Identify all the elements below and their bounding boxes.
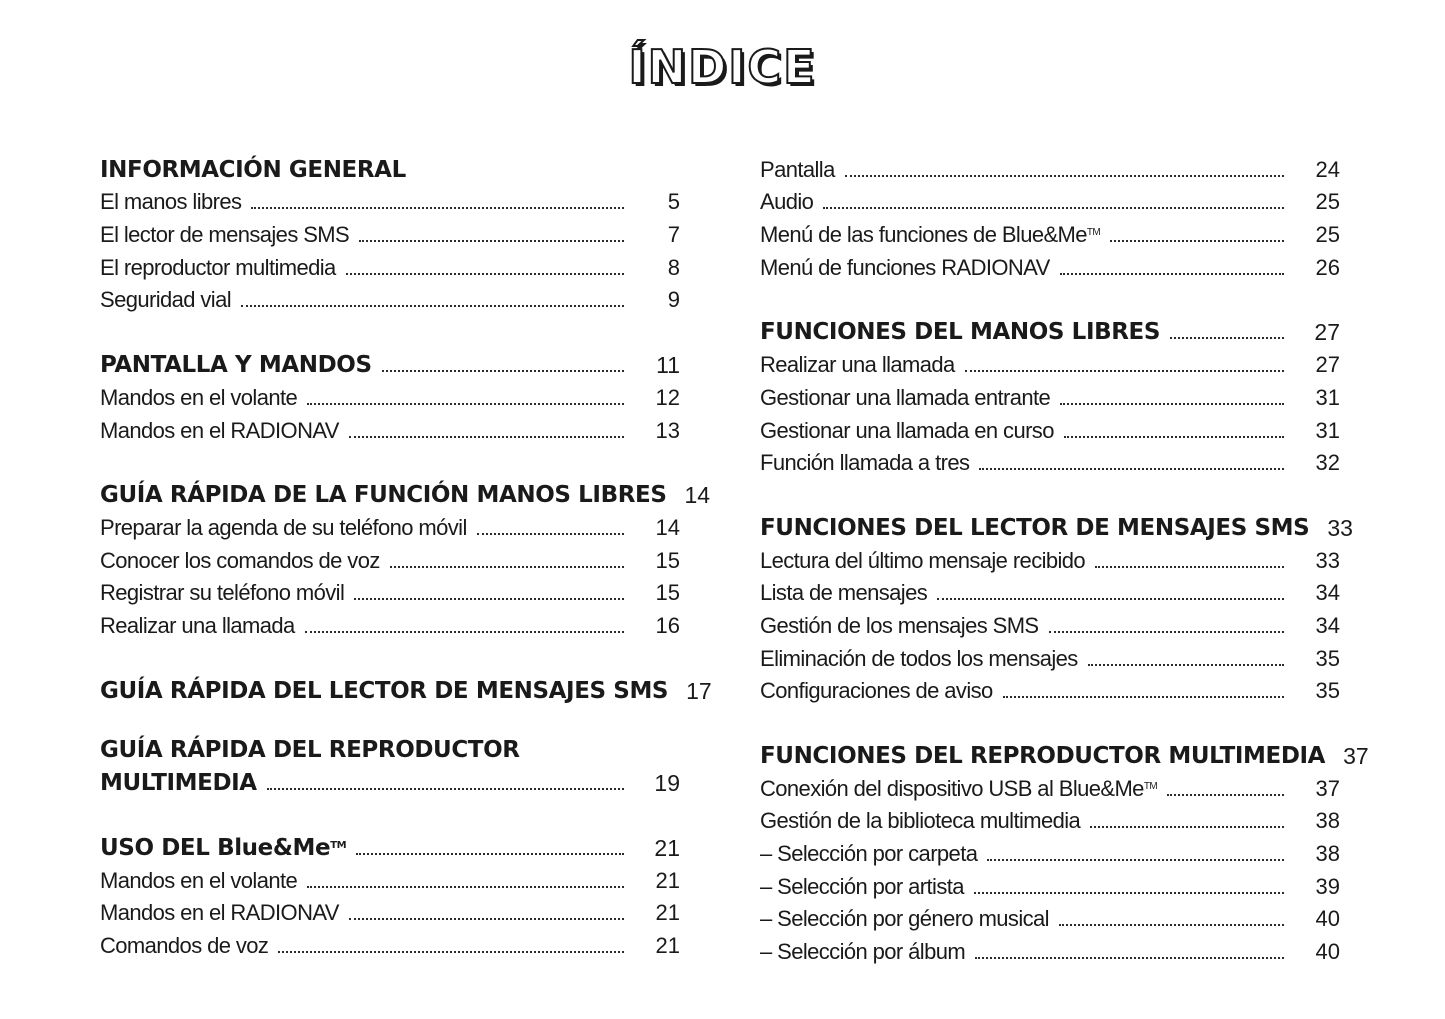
toc-entry-label: – Selección por carpeta	[760, 841, 978, 867]
toc-entry[interactable]	[760, 834, 1340, 867]
toc-page-number: 35	[1315, 645, 1340, 671]
dot-leader	[845, 175, 1284, 177]
toc-section	[760, 736, 1369, 965]
dot-leader	[1064, 436, 1284, 438]
toc-page-number: 7	[667, 222, 680, 248]
dot-leader	[1049, 631, 1285, 633]
toc-entry-label: Registrar su teléfono móvil	[100, 580, 345, 606]
toc-entry-label: Gestión de los mensajes SMS	[760, 612, 1039, 638]
toc-page-number: 26	[1315, 254, 1340, 280]
toc-heading[interactable]	[760, 508, 1353, 541]
toc-entry-label: Comandos de voz	[100, 933, 269, 959]
toc-page-number: 15	[655, 547, 680, 573]
toc-left-column	[100, 150, 712, 991]
toc-heading-label: GUÍA RÁPIDA DE LA FUNCIÓN MANOS LIBRES	[100, 482, 667, 509]
toc-page-number: 15	[655, 580, 680, 606]
dot-leader	[1059, 924, 1284, 926]
toc-right-column	[760, 150, 1369, 997]
toc-page-number: 21	[655, 900, 680, 926]
toc-entry-label: Mandos en el volante	[100, 384, 298, 410]
toc-heading[interactable]	[100, 764, 680, 797]
toc-entry[interactable]	[760, 574, 1340, 607]
toc-heading[interactable]	[760, 736, 1369, 769]
toc-heading-label: GUÍA RÁPIDA DEL LECTOR DE MENSAJES SMS	[100, 677, 669, 704]
toc-heading-label: FUNCIONES DEL MANOS LIBRES	[760, 319, 1161, 346]
trademark-mark: TM	[330, 840, 347, 851]
toc-entry-label: El manos libres	[100, 189, 242, 215]
toc-entry[interactable]	[760, 378, 1340, 411]
toc-page-number: 21	[655, 933, 680, 959]
toc-entry[interactable]	[760, 802, 1340, 835]
dot-leader	[241, 305, 624, 307]
toc-entry-label: – Selección por álbum	[760, 939, 966, 965]
dot-leader	[979, 468, 1284, 470]
dot-leader	[349, 436, 624, 438]
toc-page-number: 32	[1315, 450, 1340, 476]
toc-entry[interactable]	[760, 248, 1340, 281]
toc-page-number: 27	[1314, 319, 1340, 346]
toc-page-number: 12	[655, 384, 680, 410]
dot-leader	[356, 853, 624, 855]
dot-leader	[346, 273, 624, 275]
dot-leader	[390, 566, 624, 568]
dot-leader	[267, 788, 624, 790]
page-title: ÍNDICE	[628, 40, 817, 94]
toc-heading-label: INFORMACIÓN GENERAL	[100, 156, 406, 183]
toc-entry[interactable]	[100, 215, 680, 248]
toc-section	[100, 736, 680, 797]
dot-leader	[251, 207, 624, 209]
toc-entry-label: Conexión del dispositivo USB al Blue&Me™	[760, 775, 1158, 801]
toc-entry[interactable]	[760, 932, 1340, 965]
toc-heading[interactable]	[100, 476, 711, 509]
toc-entry[interactable]	[760, 215, 1340, 248]
toc-entry[interactable]	[760, 411, 1340, 444]
toc-page-number: 38	[1315, 808, 1340, 834]
toc-entry-label: Mandos en el volante	[100, 867, 298, 893]
dot-leader	[1095, 566, 1284, 568]
toc-entry-label: Configuraciones de aviso	[760, 678, 993, 704]
toc-entry-label: Eliminación de todos los mensajes	[760, 645, 1078, 671]
dot-leader	[975, 957, 1284, 959]
dot-leader	[974, 892, 1284, 894]
toc-heading[interactable]	[100, 150, 680, 183]
toc-page-number: 16	[655, 612, 680, 638]
dot-leader	[349, 918, 624, 920]
toc-entry[interactable]	[760, 639, 1340, 672]
toc-page-number: 14	[655, 514, 680, 540]
toc-heading[interactable]	[100, 345, 680, 378]
toc-entry[interactable]	[760, 345, 1340, 378]
toc-section	[100, 150, 680, 313]
toc-entry[interactable]	[100, 411, 680, 444]
toc-page-number: 31	[1315, 384, 1340, 410]
dot-leader	[354, 598, 624, 600]
toc-page-number: 40	[1315, 939, 1340, 965]
toc-page-number: 38	[1315, 841, 1340, 867]
dot-leader	[307, 403, 624, 405]
toc-entry[interactable]	[760, 672, 1340, 705]
toc-page-number: 25	[1315, 222, 1340, 248]
toc-entry-label: Menú de las funciones de Blue&Me™	[760, 222, 1101, 248]
toc-entry-label: Audio	[760, 189, 814, 215]
toc-page-number: 34	[1315, 612, 1340, 638]
trademark-mark: TM	[1143, 780, 1158, 792]
toc-heading-label: GUÍA RÁPIDA DEL REPRODUCTOR	[100, 736, 520, 763]
toc-entry[interactable]	[100, 541, 680, 574]
toc-page-number: 11	[656, 352, 680, 379]
toc-heading-label: MULTIMEDIA	[100, 770, 257, 797]
toc-page-number: 19	[654, 770, 680, 797]
dot-leader	[1060, 273, 1284, 275]
toc-page-number: 9	[667, 287, 680, 313]
dot-leader	[937, 598, 1284, 600]
toc-page-number: 24	[1315, 156, 1340, 182]
toc-entry-label: Menú de funciones RADIONAV	[760, 254, 1050, 280]
toc-page-number: 39	[1315, 873, 1340, 899]
toc-entry-label: Seguridad vial	[100, 287, 232, 313]
toc-section	[100, 345, 680, 443]
toc-page-number: 33	[1327, 514, 1353, 541]
toc-entry[interactable]	[100, 861, 680, 894]
toc-page-number: 37	[1343, 743, 1369, 769]
toc-entry[interactable]	[100, 508, 680, 541]
toc-section	[100, 476, 711, 639]
toc-entry[interactable]	[760, 444, 1340, 477]
dot-leader	[965, 370, 1284, 372]
toc-section	[100, 671, 712, 704]
toc-entry-label: Gestionar una llamada entrante	[760, 384, 1051, 410]
toc-page-number: 31	[1315, 417, 1340, 443]
toc-page-number: 25	[1315, 189, 1340, 215]
toc-heading[interactable]	[760, 313, 1340, 346]
toc-section	[760, 313, 1340, 476]
dot-leader	[823, 207, 1284, 209]
toc-entry-label: – Selección por artista	[760, 873, 964, 899]
toc-entry[interactable]	[100, 894, 680, 927]
dot-leader	[305, 631, 624, 633]
toc-entry[interactable]	[100, 926, 680, 959]
toc-entry-label: Gestionar una llamada en curso	[760, 417, 1054, 443]
toc-heading-label: FUNCIONES DEL LECTOR DE MENSAJES SMS	[760, 514, 1310, 541]
trademark-mark: TM	[1086, 227, 1101, 239]
toc-entry[interactable]	[760, 606, 1340, 639]
toc-entry-label: Conocer los comandos de voz	[100, 547, 380, 573]
dot-leader	[1090, 826, 1284, 828]
toc-entry-label: Realizar una llamada	[760, 352, 955, 378]
dot-leader	[307, 886, 624, 888]
dot-leader	[987, 859, 1284, 861]
toc-entry-label: Lectura del último mensaje recibido	[760, 547, 1086, 573]
toc-page-number: 33	[1315, 547, 1340, 573]
toc-entry-label: Preparar la agenda de su teléfono móvil	[100, 514, 467, 540]
toc-page-number: 35	[1315, 678, 1340, 704]
toc-entry-label: Mandos en el RADIONAV	[100, 900, 339, 926]
toc-page-number: 21	[654, 835, 680, 861]
toc-entry-label: Gestión de la biblioteca multimedia	[760, 808, 1081, 834]
toc-entry[interactable]	[100, 281, 680, 314]
toc-section	[760, 508, 1353, 704]
dot-leader	[382, 370, 624, 372]
toc-entry[interactable]	[760, 183, 1340, 216]
toc-entry[interactable]	[760, 867, 1340, 900]
toc-entry-label: – Selección por género musical	[760, 906, 1049, 932]
dot-leader	[1003, 696, 1284, 698]
dot-leader	[1167, 794, 1284, 796]
toc-entry[interactable]	[760, 769, 1340, 802]
toc-entry-label: Lista de mensajes	[760, 580, 928, 606]
dot-leader	[1088, 664, 1284, 666]
toc-entry-label: Función llamada a tres	[760, 450, 970, 476]
toc-entry[interactable]	[760, 900, 1340, 933]
toc-heading-line	[100, 736, 680, 764]
dot-leader	[1060, 403, 1284, 405]
toc-page-number: 27	[1315, 352, 1340, 378]
toc-entry-label: Pantalla	[760, 156, 835, 182]
toc-page-number: 14	[684, 482, 711, 509]
dot-leader	[1170, 337, 1284, 339]
toc-heading[interactable]	[100, 828, 680, 861]
toc-page-number: 8	[667, 254, 680, 280]
toc-page-number: 5	[667, 189, 680, 215]
toc-entry-label: El lector de mensajes SMS	[100, 222, 350, 248]
dot-leader	[1110, 240, 1284, 242]
toc-entry[interactable]	[100, 606, 680, 639]
dot-leader	[359, 240, 624, 242]
toc-page-number: 17	[686, 677, 712, 704]
toc-entry[interactable]	[100, 248, 680, 281]
toc-heading-label: PANTALLA Y MANDOS	[100, 352, 372, 379]
toc-entry-label: Realizar una llamada	[100, 612, 295, 638]
toc-page-number: 21	[655, 867, 680, 893]
toc-page-number: 37	[1315, 775, 1340, 801]
toc-heading-label: FUNCIONES DEL REPRODUCTOR MULTIMEDIA	[760, 743, 1326, 769]
toc-entry[interactable]	[100, 378, 680, 411]
dot-leader	[278, 951, 624, 953]
toc-entry-label: Mandos en el RADIONAV	[100, 417, 339, 443]
toc-entry[interactable]	[760, 150, 1340, 183]
dot-leader	[477, 533, 624, 535]
toc-entry[interactable]	[760, 541, 1340, 574]
toc-entry-label: El reproductor multimedia	[100, 254, 336, 280]
toc-heading[interactable]	[100, 671, 712, 704]
toc-section	[100, 828, 680, 959]
toc-entry[interactable]	[100, 183, 680, 216]
toc-section	[760, 150, 1340, 281]
toc-heading-label: USO DEL Blue&Me™	[100, 835, 347, 861]
toc-page-number: 13	[655, 417, 680, 443]
toc-page-number: 34	[1315, 580, 1340, 606]
toc-entry[interactable]	[100, 574, 680, 607]
toc-page-number: 40	[1315, 906, 1340, 932]
